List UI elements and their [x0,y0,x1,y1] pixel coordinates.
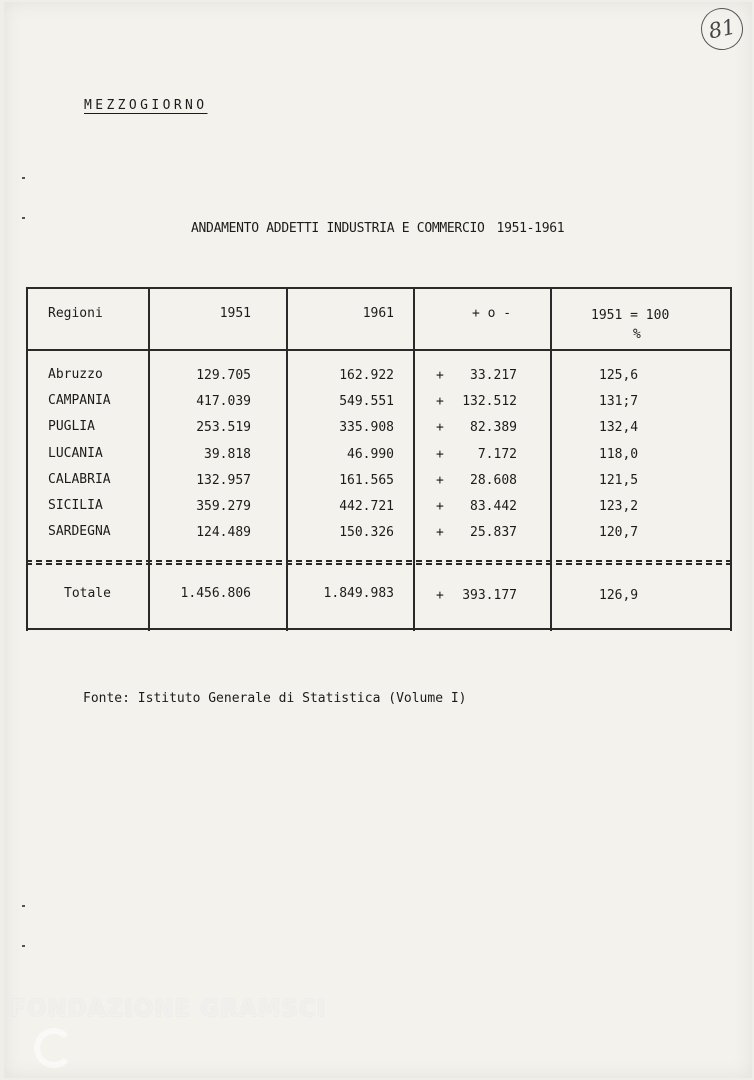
table-rule-header [26,349,732,351]
watermark-logo-mark [34,1028,74,1068]
document-page [4,2,752,1078]
cell-1961: 150.326 [339,525,394,541]
cell-index: 121,5 [599,472,639,488]
margin-mark [22,945,25,947]
cell-index: 120,7 [599,525,639,541]
watermark-logo: FONDAZIONE GRAMSCI [10,996,327,1022]
cell-sign: + [436,525,444,541]
header-diff: + o - [472,306,512,321]
header-index-percent: % [633,327,641,342]
cell-1961: 161.565 [339,472,394,488]
cell-diff: 25.837 [470,525,517,541]
cell-sign: + [436,446,444,462]
table-col-rule [26,287,28,631]
table-title-years: 1951-1961 [496,221,565,236]
cell-region: SICILIA [48,498,103,513]
cell-1961: 335.908 [339,420,394,436]
table-rule-total [26,560,732,565]
cell-diff: 83.442 [470,499,517,514]
cell-sign: + [436,394,444,410]
header-region: Regioni [48,306,103,321]
total-sign: + [436,588,444,603]
cell-1961: 549.551 [339,394,394,410]
table-col-rule [550,287,552,631]
margin-mark [22,177,25,179]
cell-region: CAMPANIA [48,393,111,409]
table-col-rule [286,287,288,631]
cell-diff: 132.512 [462,394,517,410]
cell-1951: 253.519 [196,420,251,436]
cell-index: 132,4 [599,420,639,436]
table-title [191,221,564,236]
cell-index: 131;7 [599,394,639,410]
total-label: Totale [64,586,111,601]
header-index: 1951 = 100 [591,308,670,323]
cell-index: 118,0 [599,446,639,462]
table-col-rule [730,287,732,631]
cell-region: LUCANIA [48,445,103,461]
cell-1951: 124.489 [196,525,251,541]
cell-1961: 46.990 [347,446,394,462]
table-rule-bottom [26,628,732,630]
cell-sign: + [436,499,444,514]
cell-sign: + [436,368,444,383]
cell-diff: 28.608 [470,472,517,488]
cell-1961: 442.721 [339,499,394,514]
header-1961: 1961 [362,306,394,321]
cell-diff: 33.217 [470,368,517,383]
cell-1951: 39.818 [204,446,251,462]
cell-sign: + [436,420,444,436]
cell-region: SARDEGNA [48,524,111,540]
cell-diff: 82.389 [470,420,517,436]
total-1951: 1.456.806 [180,586,251,601]
total-1961: 1.849.983 [323,586,394,601]
cell-1951: 132.957 [196,472,251,488]
cell-region: Abruzzo [48,367,103,382]
source-note: Fonte: Istituto Generale di Statistica (Volume I) [83,691,467,706]
margin-mark [22,905,25,907]
page-number: 81 [697,4,747,54]
data-table [26,287,732,631]
cell-1951: 417.039 [196,394,251,410]
margin-mark [22,217,25,219]
cell-1951: 129.705 [196,368,251,383]
cell-1961: 162.922 [339,368,394,383]
total-diff: 393.177 [462,588,517,603]
table-rule-top [26,287,732,289]
table-col-rule [413,287,415,631]
cell-sign: + [436,472,444,488]
heading-text: MEZZOGIORNO [84,98,208,113]
cell-index: 125,6 [599,368,639,383]
cell-region: PUGLIA [48,419,95,435]
table-title-text: ANDAMENTO ADDETTI INDUSTRIA E COMMERCIO [191,221,485,236]
table-col-rule [148,287,150,631]
cell-index: 123,2 [599,499,639,514]
total-index: 126,9 [599,588,639,603]
cell-region: CALABRIA [48,471,111,487]
header-1951: 1951 [219,306,251,321]
cell-1951: 359.279 [196,499,251,514]
section-heading [84,98,208,113]
cell-diff: 7.172 [477,446,517,462]
